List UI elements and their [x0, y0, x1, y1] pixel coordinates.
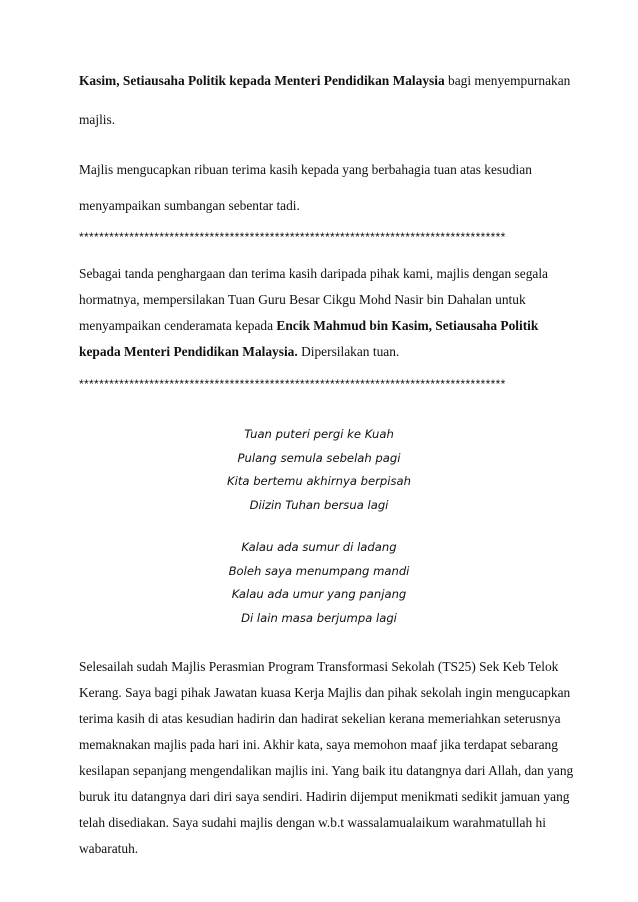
poem-stanza-2-line-4: Di lain masa berjumpa lagi	[241, 611, 397, 625]
paragraph-3-line-2: hormatnya, mempersilakan Tuan Guru Besar Cikgu Mohd Nasir bin Dahalan untuk	[79, 292, 526, 307]
poem-stanza-1-line-1: Tuan puteri pergi ke Kuah	[244, 427, 394, 441]
paragraph-4-line-3: terima kasih di atas kesudian hadirin dan hadirat sekelian kerana memeriahkan seterusnya	[79, 711, 561, 726]
paragraph-4-line-2: Kerang. Saya bagi pihak Jawatan kuasa Kerja Majlis dan pihak sekolah ingin mengucapkan	[79, 685, 571, 700]
paragraph-3-line-4	[79, 344, 399, 360]
paragraph-4-line-8: wabaratuh.	[79, 841, 139, 856]
paragraph-1-line-1-rest: bagi menyempurnakan	[444, 73, 571, 88]
poem-stanza-2-line-3: Kalau ada umur yang panjang	[231, 587, 407, 601]
paragraph-4-line-7: telah disediakan. Saya sudahi majlis dengan w.b.t wassalamualaikum warahmatullah hi	[79, 815, 546, 830]
paragraph-4-line-6: buruk itu datangnya dari diri saya sendiri. Hadirin dijemput menikmati sedikit jamuan yang	[79, 789, 570, 804]
recipient-name-bold: Encik Mahmud bin Kasim, Setiausaha Politik	[276, 318, 539, 333]
poem-stanza-2-line-1: Kalau ada sumur di ladang	[241, 540, 397, 554]
speaker-name-bold: Kasim, Setiausaha Politik kepada Menteri Pendidikan Malaysia	[79, 73, 445, 88]
paragraph-4-line-4: memaknakan majlis pada hari ini. Akhir kata, saya memohon maaf jika terdapat sebarang	[79, 737, 558, 752]
paragraph-1-line-1	[79, 73, 570, 89]
paragraph-4-line-5: kesilapan sepanjang mengendalikan majlis ini. Yang baik itu datangnya dari Allah, dan yang	[79, 763, 574, 778]
recipient-title-bold: kepada Menteri Pendidikan Malaysia.	[79, 344, 298, 359]
paragraph-3-line-3-pre: menyampaikan cenderamata kepada	[79, 318, 277, 333]
asterisk-separator-1: *************************************************************************************	[79, 230, 506, 244]
paragraph-1-line-2: majlis.	[79, 112, 116, 127]
poem-stanza-1-line-3: Kita bertemu akhirnya berpisah	[227, 474, 411, 488]
poem-stanza-2-line-2: Boleh saya menumpang mandi	[228, 564, 410, 578]
paragraph-3-line-3	[79, 318, 538, 334]
paragraph-3-line-1: Sebagai tanda penghargaan dan terima kasih daripada pihak kami, majlis dengan segala	[79, 266, 548, 281]
paragraph-2-line-1: Majlis mengucapkan ribuan terima kasih kepada yang berbahagia tuan atas kesudian	[79, 162, 532, 177]
paragraph-3-line-4-rest: Dipersilakan tuan.	[297, 344, 400, 359]
paragraph-4-line-1: Selesailah sudah Majlis Perasmian Program Transformasi Sekolah (TS25) Sek Keb Telok	[79, 659, 559, 674]
asterisk-separator-2: *************************************************************************************	[79, 377, 506, 391]
poem-stanza-1-line-4: Diizin Tuhan bersua lagi	[249, 498, 389, 512]
paragraph-2-line-2: menyampaikan sumbangan sebentar tadi.	[79, 198, 300, 213]
poem-stanza-1-line-2: Pulang semula sebelah pagi	[237, 451, 401, 465]
